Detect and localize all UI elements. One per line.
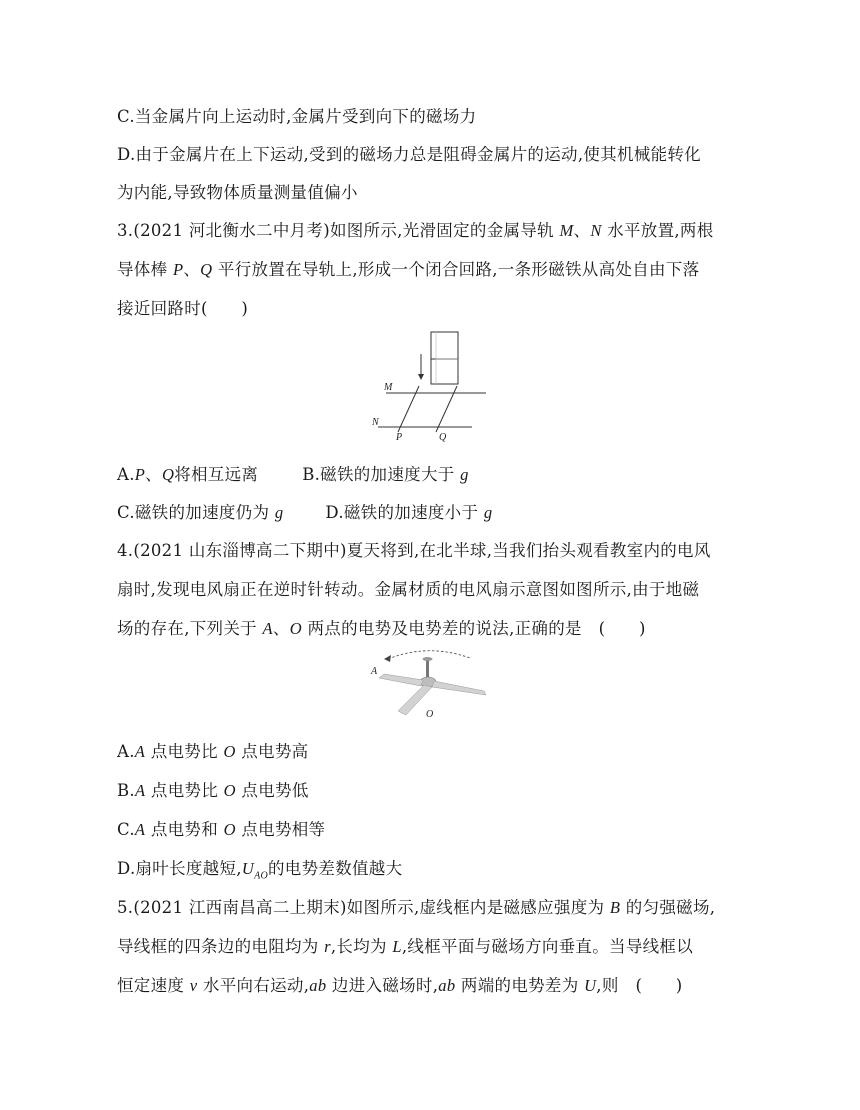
option-d-line-cont: 为内能,导致物体质量测量值偏小 — [117, 183, 358, 202]
blade-left — [379, 674, 423, 686]
fan-rod — [426, 659, 429, 679]
label-n: N — [372, 417, 379, 428]
question-3-line-3: 接近回路时( ) — [117, 299, 249, 318]
option-c-line: C.当金属片向上运动时,金属片受到向下的磁场力 — [117, 107, 477, 126]
question-4-option-c: C.A 点电势和 O 点电势相等 — [117, 820, 326, 839]
question-4-line-2: 扇时,发现电风扇正在逆时针转动。金属材质的电风扇示意图如图所示,由于地磁 — [117, 580, 700, 599]
magnet-top — [431, 332, 458, 359]
label-m: M — [384, 382, 393, 393]
magnet-bottom — [431, 359, 458, 384]
question-4-line-3: 场的存在,下列关于 A、O 两点的电势及电势差的说法,正确的是 ( ) — [117, 619, 646, 638]
question-4-option-a: A.A 点电势比 O 点电势高 — [117, 742, 309, 761]
question-4-option-b: B.A 点电势比 O 点电势低 — [117, 781, 309, 800]
question-3-options-cd: C.磁铁的加速度仍为 g D.磁铁的加速度小于 g — [117, 503, 493, 522]
option-d-line: D.由于金属片在上下运动,受到的磁场力总是阻碍金属片的运动,使其机械能转化 — [117, 145, 701, 164]
label-o: O — [426, 709, 434, 720]
question-4-line-1: 4.(2021 山东淄博高二下期中)夏天将到,在北半球,当我们抬头观看教室内的电风 — [117, 541, 711, 560]
question-5-line-3: 恒定速度 v 水平向右运动,ab 边进入磁场时,ab 两端的电势差为 U,则 ( ) — [117, 976, 683, 995]
label-p: P — [396, 432, 403, 443]
question-3-line-2: 导体棒 P、Q 平行放置在导轨上,形成一个闭合回路,一条形磁铁从高处自由下落 — [117, 260, 700, 279]
question-3-options-ab: A.P、Q将相互远离 B.磁铁的加速度大于 g — [117, 465, 469, 484]
rail-magnet-figure — [368, 328, 490, 446]
ceiling-fan-figure — [368, 647, 490, 723]
question-5-line-1: 5.(2021 江西南昌高二上期末)如图所示,虚线框内是磁感应强度为 B 的匀强磁场, — [117, 898, 716, 917]
blade-right — [432, 681, 486, 695]
question-3-line-1: 3.(2021 河北衡水二中月考)如图所示,光滑固定的金属导轨 M、N 水平放置,两根 — [117, 221, 714, 240]
label-q: Q — [439, 432, 447, 443]
label-a: A — [371, 666, 378, 677]
question-5-line-2: 导线框的四条边的电阻均为 r,长均为 L,线框平面与磁场方向垂直。当导线框以 — [117, 937, 694, 956]
question-4-option-d: D.扇叶长度越短$,U_{AO}$的电势差数值越大 — [117, 859, 403, 882]
